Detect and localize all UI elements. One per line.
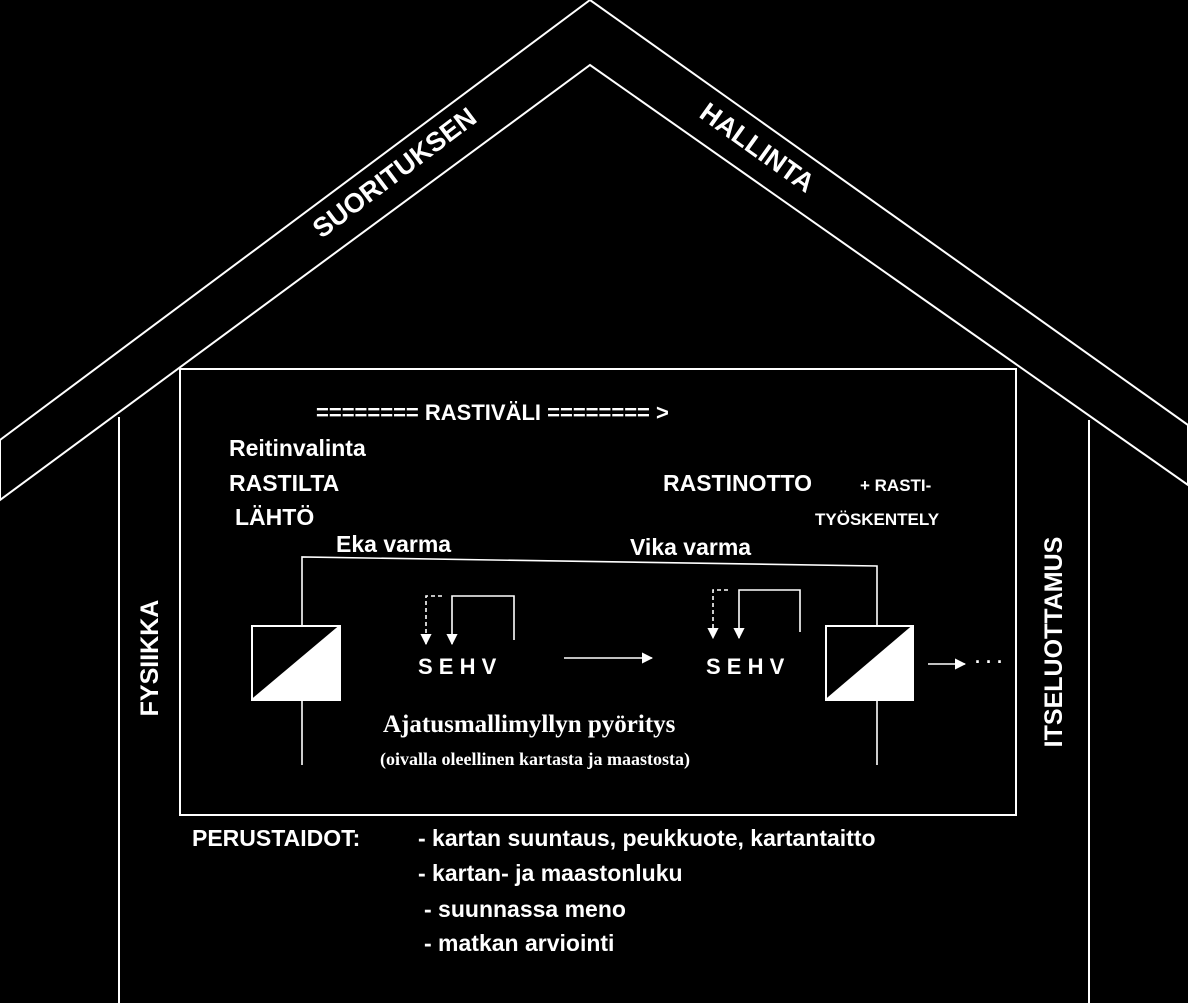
mill-title: Ajatusmallimyllyn pyöritys bbox=[383, 711, 676, 738]
start-control-box bbox=[252, 626, 340, 700]
right-wall-label: ITSELUOTTAMUS bbox=[1040, 536, 1068, 748]
start-line-3: LÄHTÖ bbox=[235, 504, 315, 530]
sehv-right: S E H V bbox=[706, 654, 785, 679]
sehv-loop-left bbox=[426, 596, 514, 644]
start-line-1: Reitinvalinta bbox=[229, 435, 366, 461]
basics-item-2: - kartan- ja maastonluku bbox=[418, 860, 683, 886]
continue-ellipsis: · · · bbox=[975, 652, 1003, 672]
vika-varma-label: Vika varma bbox=[630, 534, 752, 560]
basics-item-4: - matkan arviointi bbox=[424, 930, 615, 956]
sehv-left: S E H V bbox=[418, 654, 497, 679]
left-wall-label: FYSIIKKA bbox=[136, 599, 164, 717]
roof-right-label: HALLINTA bbox=[694, 96, 821, 199]
roof-left-label: SUORITUKSEN bbox=[307, 101, 483, 244]
eka-varma-label: Eka varma bbox=[336, 531, 452, 557]
start-line-2: RASTILTA bbox=[229, 470, 340, 496]
roof-band bbox=[0, 0, 1188, 500]
rastinotto-plus: + RASTI- bbox=[860, 476, 932, 495]
basics-item-1: - kartan suuntaus, peukkuote, kartantaitto bbox=[418, 825, 876, 851]
route-line bbox=[302, 557, 877, 625]
rastinotto-second: TYÖSKENTELY bbox=[815, 510, 940, 529]
rastivali-header: ======== RASTIVÄLI ======== > bbox=[316, 400, 669, 425]
mill-subtitle: (oivalla oleellinen kartasta ja maastosta) bbox=[380, 749, 690, 769]
basics-item-3: - suunnassa meno bbox=[424, 896, 626, 922]
sehv-loop-right bbox=[713, 590, 800, 638]
basics-label: PERUSTAIDOT: bbox=[192, 825, 361, 851]
finish-control-box bbox=[826, 626, 913, 700]
rastinotto-main: RASTINOTTO bbox=[663, 470, 813, 496]
